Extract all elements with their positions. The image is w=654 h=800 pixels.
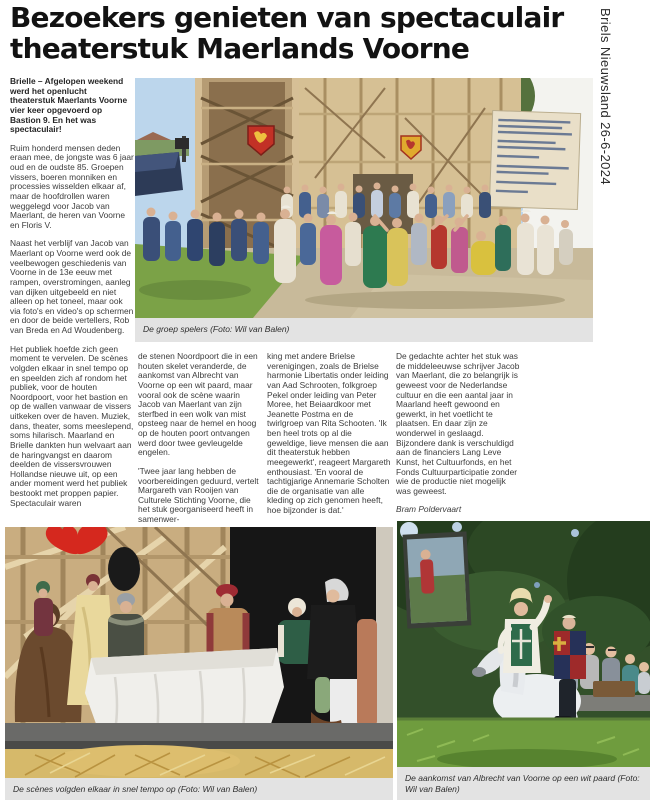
hanging-robe [357,619,377,727]
article-column-1 [10,77,134,517]
bottom-right-photo-caption: De aankomst van Albrecht van Voorne op een wit paard (Foto: Wil van Balen) [397,767,650,800]
paragraph-col1-2: Ruim honderd mensen deden eraan mee, de jongste was 6 jaar oud en de oudste 85. Groepen vissers, boeren monniken en processies wisselden elkaar af, maar de hoofdrollen waren weggelegd voor Jacob van Maerlant, de heren van Voorne en Floris V. [10,142,134,230]
headline-line-2: theaterstuk Maerlands Voorne [10,32,470,66]
article-headline [10,2,588,65]
bottom-left-photo-image [5,527,393,778]
paragraph-col3-1: king met andere Brielse verenigingen, zoals de Brielse harmonie Libertatis onder leiding van Aad Schrooten, folkgroep Pekel onder leiding van Peter Moree, het Beiaardkoor met Jeanette Postma en de twirlgroep van Rita Schooten. 'Ik ben heel trots op al die geweldige, lieve mensen die aan dit theaterstuk hebben meegewerkt', reageert Margareth enthousiast. 'En vooral de tachtigjarige Annemarie Scholten die de organisatie van alle kleding op zich genomen heeft, hoe bijzonder is dat.' [267,351,391,515]
article-column-4 [396,352,520,524]
top-photo-caption: De groep spelers (Foto: Wil van Balen) [135,318,593,342]
bottom-left-photo-figure [5,527,393,800]
top-photo-image [135,78,593,318]
paragraph-col2-2: 'Twee jaar lang hebben de voorbereidingen geduurd, vertelt Margareth van Rooijen van Culturele Stichting Voorne, die het stuk georganiseerd heeft in samenwer- [138,465,259,524]
bottom-right-photo-image [397,521,650,767]
white-table [85,648,284,735]
paragraph-col1-3: Naast het verblijf van Jacob van Maerlant op Voorne werd ook de veelbewogen geschiedenis van Voorne in de 13e eeuw met rampen, overstromingen, aanleg van dijken uitgebeeld en niet alleen op het toneel, maar ook via foto's en video's op schermen en door de beide vertellers, Rob van Breda en Ad Woudenberg. [10,238,134,335]
paragraph-col2-1: de stenen Noordpoort die in een houten skelet veranderde, de aankomst van Albrecht van Voorne op een wit paard, maar vooral ook de scène waarin Jacob van Maerlant van zijn sterfbed in een wolk van mist opsteeg naar de hemel en hoog op de houten poort ontvangen werd door twee gevleugelde engelen. [138,351,258,458]
straw-front [5,745,393,778]
article-intro: Brielle – Afgelopen weekend werd het openlucht theaterstuk Maerlants Voorne vier keer opgevoerd op Bastion 9. En het was spectaculair! [10,76,128,135]
bottom-left-photo-caption: De scènes volgden elkaar in snel tempo op (Foto: Wil van Balen) [5,778,393,800]
whiteboard-sign [489,110,580,209]
article-column-2 [138,352,262,534]
bottom-right-photo-figure [397,521,650,800]
article-byline: Bram Poldervaart [396,504,462,515]
speaker-box [175,138,189,149]
headline-line-1: Bezoekers genieten van spectaculair [10,1,564,34]
grass-foreground [397,719,650,767]
projection-screen [403,531,472,628]
top-photo-figure [135,78,593,342]
paragraph-col1-4: Het publiek hoefde zich geen moment te vervelen. De scènes volgden elkaar in snel tempo op en speelden zich af rondom het publiek, voor de houten Noordpoort, voor het bastion en op de wallen vanwaar de vissers uitkeken over de haven. Muziek, dans, theater, soms meeslepend, soms hilarisch. Maarland en Brielle dankten hun welvaart aan de haringvangst en daarom deelden de vissersvrouwen Hollandse nieuwe uit, op een ander moment werd het publiek bestookt met proppen papier. Spectaculair waren [10,343,134,508]
black-oval-shield [108,547,140,591]
paragraph-col4-1: De gedachte achter het stuk was de middeleeuwse schrijver Jacob van Maerlant, die zo belangrijk is geweest voor de Nederlandse cultuur en die een aantal jaar in Maarland heeft gewoond en gewerkt, in het voetlicht te plaatsen. En daar zijn ze wonderwel in geslaagd. Bijzondere dank is verschuldigd aan de financiers Lang Leve Kunst, het Cultuurfonds, en het Fonds Cultuurparticipatie zonder wie de productie niet mogelijk was geweest. [396,351,520,496]
article-column-3 [267,352,391,525]
masthead-vertical-title: Briels Nieuwsland 26-6-2024 [598,8,613,186]
